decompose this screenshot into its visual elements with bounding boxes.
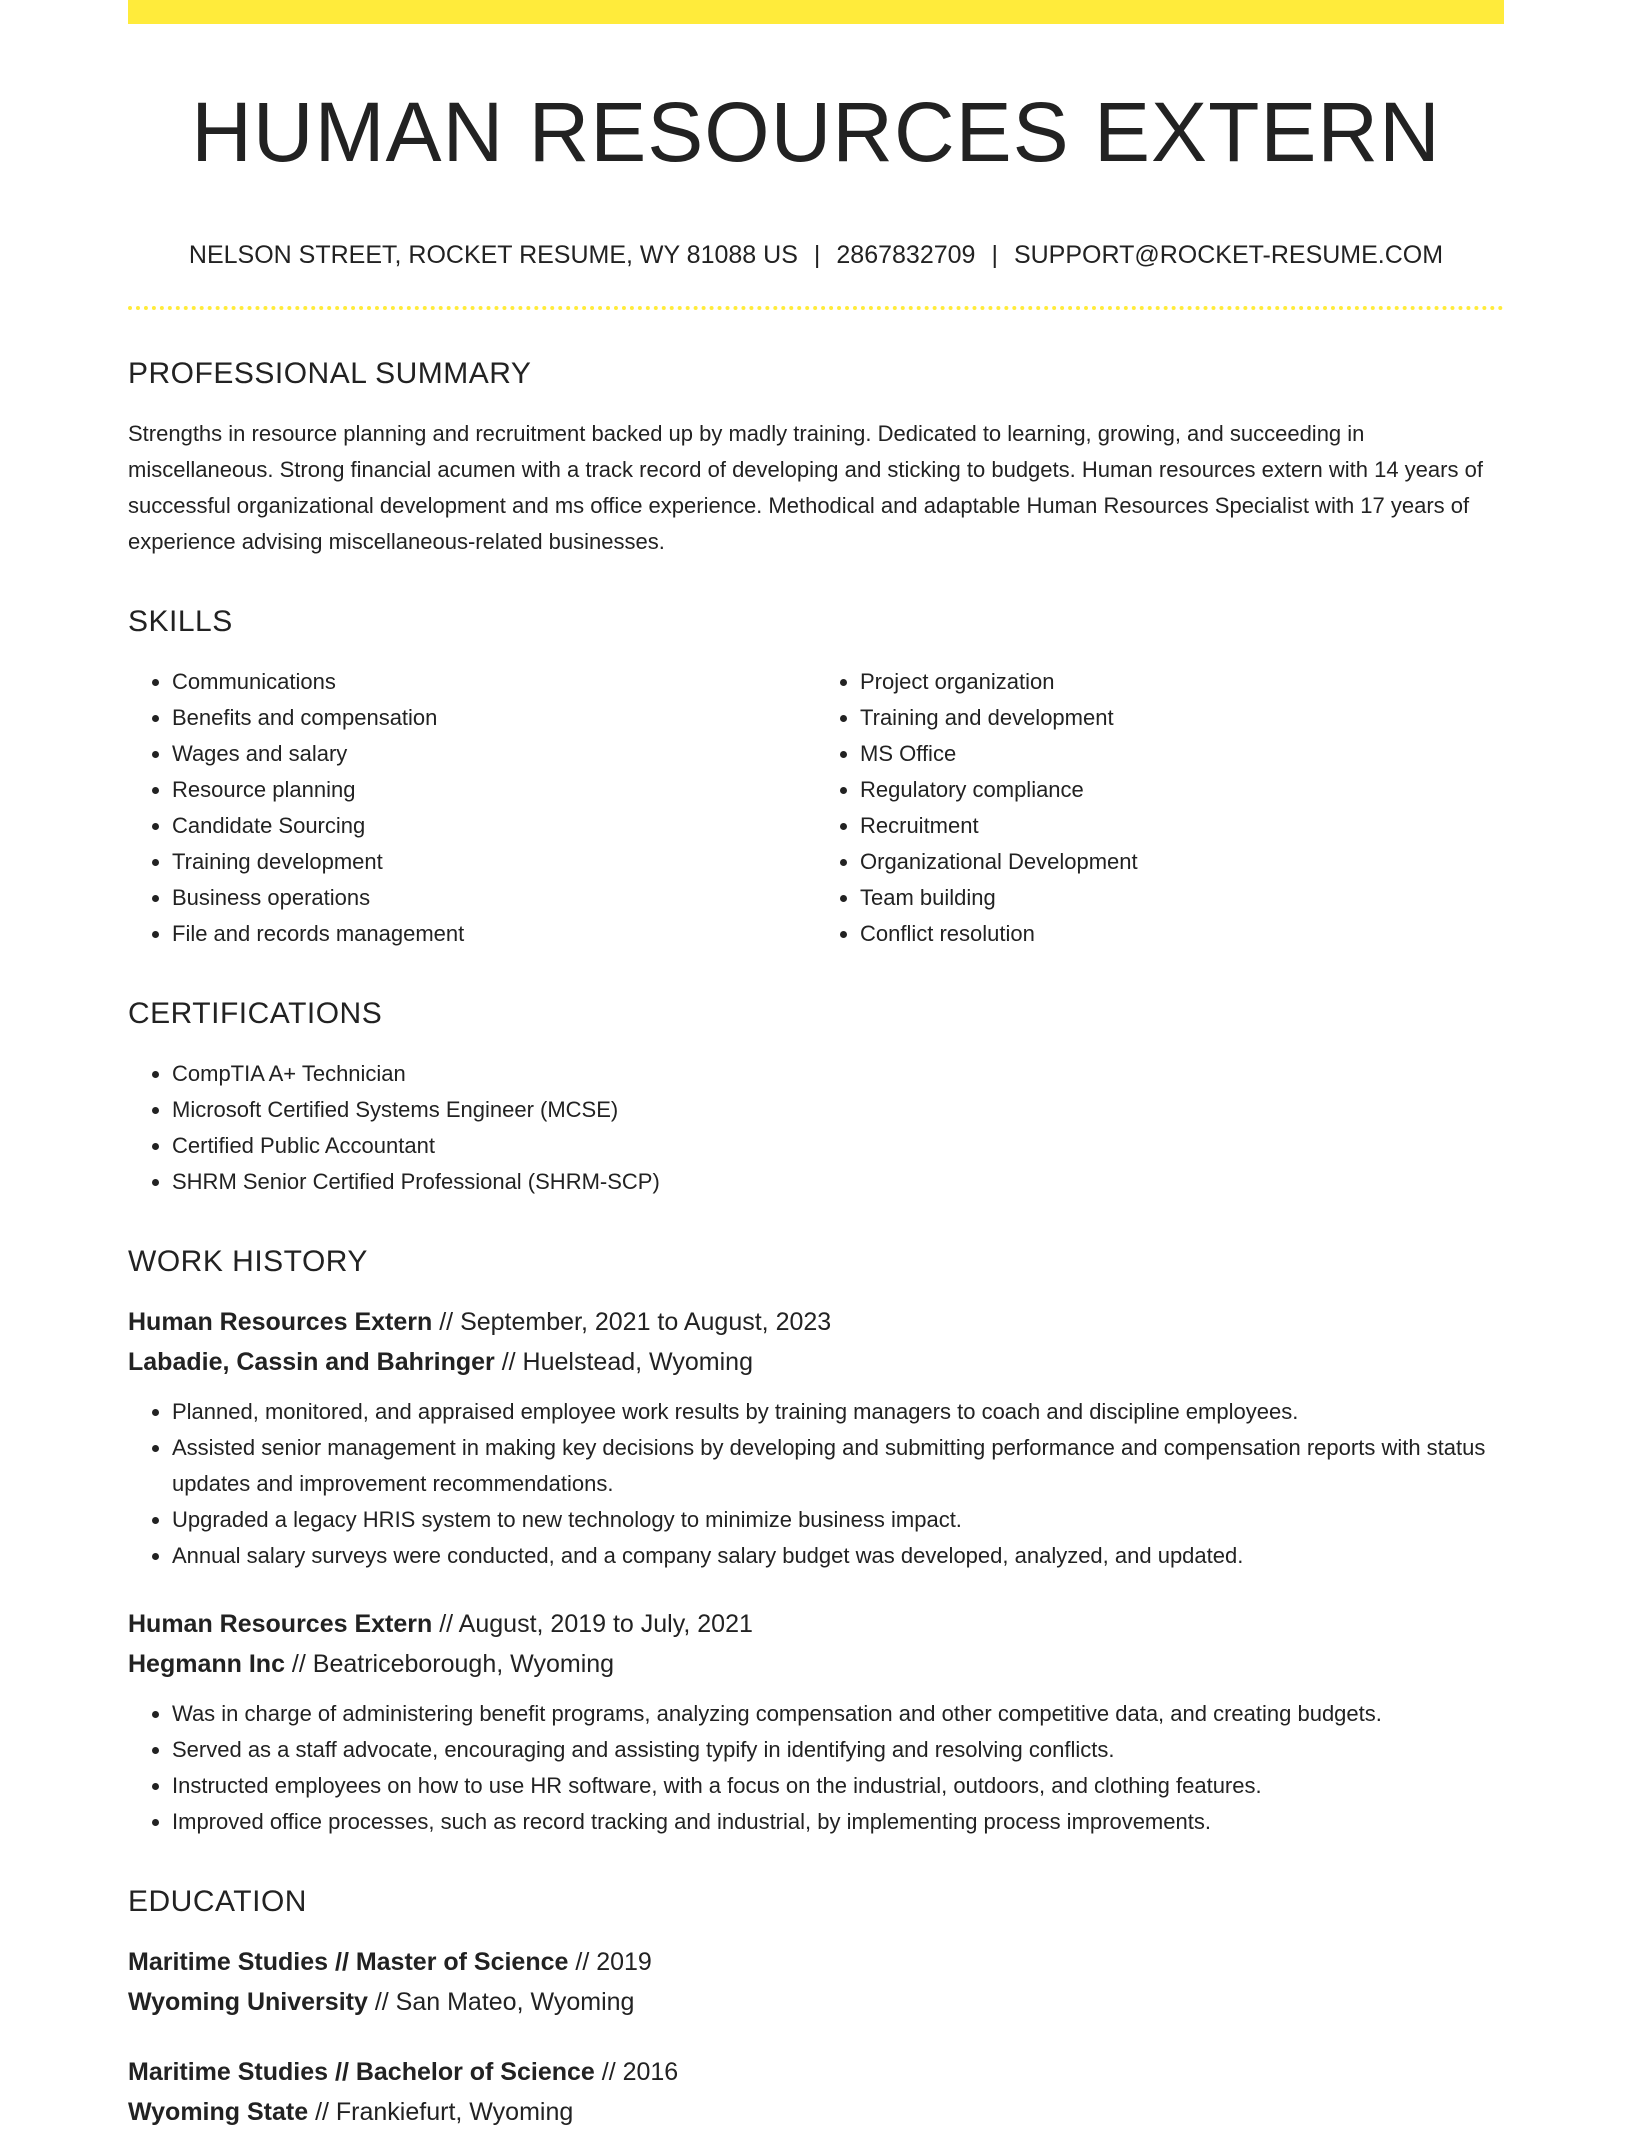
certification-item: • CompTIA A+ Technician (172, 1056, 1504, 1092)
education-location: // San Mateo, Wyoming (367, 1988, 635, 2017)
job-dates: // August, 2019 to July, 2021 (432, 1610, 753, 1639)
skill-item: • Training and development (860, 700, 1504, 736)
education-entry (128, 1942, 1504, 2022)
certification-item: • SHRM Senior Certified Professional (SHRM-SCP) (172, 1164, 1504, 1200)
skill-item: • Project organization (860, 664, 1504, 700)
summary-heading: PROFESSIONAL SUMMARY (128, 357, 532, 391)
contact-separator: | (813, 241, 821, 270)
skill-item: • Organizational Development (860, 844, 1504, 880)
summary-text: Strengths in resource planning and recruitment backed up by madly training. Dedicated to learning, growing, and succeeding in miscellaneous. Strong financial acumen with a track record of developing and sticking to budgets. Human resources extern with 14 years of successful organizational development and ms office experience. Methodical and adaptable Human Resources Specialist with 17 years of experience advising miscellaneous-related businesses. (128, 421, 1483, 555)
skill-item: • Recruitment (860, 808, 1504, 844)
education-school-line (128, 1982, 1504, 2022)
job-bullets (128, 1696, 1504, 1840)
job-bullet: • Was in charge of administering benefit programs, analyzing compensation and other competitive data, and creating budgets. (172, 1696, 1504, 1732)
skill-item: • Training development (172, 844, 816, 880)
skill-item: • Candidate Sourcing (172, 808, 816, 844)
job-title-line (128, 1604, 1504, 1644)
skills-list-right (816, 664, 1504, 952)
job-role: Human Resources Extern (128, 1308, 433, 1337)
job-company-line (128, 1644, 1504, 1684)
education-degree-line (128, 1942, 1504, 1982)
contact-email: SUPPORT@ROCKET-RESUME.COM (1013, 241, 1444, 270)
job-bullet: • Upgraded a legacy HRIS system to new technology to minimize business impact. (172, 1502, 1504, 1538)
skill-item: • Team building (860, 880, 1504, 916)
education-degree-line (128, 2052, 1504, 2092)
work-history-heading: WORK HISTORY (128, 1245, 368, 1279)
education-location: // Frankiefurt, Wyoming (308, 2098, 574, 2127)
job-location: // Beatriceborough, Wyoming (284, 1650, 615, 1679)
job-entry (128, 1302, 1504, 1574)
skill-item: • File and records management (172, 916, 816, 952)
education-year: // 2019 (568, 1948, 652, 1977)
skill-item: • Conflict resolution (860, 916, 1504, 952)
education-entry (128, 2052, 1504, 2132)
job-bullet: • Planned, monitored, and appraised employee work results by training managers to coach and discipline employees. (172, 1394, 1504, 1430)
education-school: Wyoming State (128, 2098, 309, 2127)
job-company-line (128, 1342, 1504, 1382)
education-heading: EDUCATION (128, 1885, 307, 1919)
job-dates: // September, 2021 to August, 2023 (432, 1308, 832, 1337)
contact-separator: | (991, 241, 998, 270)
skill-item: • Communications (172, 664, 816, 700)
contact-phone: 2867832709 (836, 241, 976, 270)
job-title-line (128, 1302, 1504, 1342)
skill-item: • Benefits and compensation (172, 700, 816, 736)
certification-item: • Microsoft Certified Systems Engineer (MCSE) (172, 1092, 1504, 1128)
skill-item: • Wages and salary (172, 736, 816, 772)
contact-line (128, 240, 1504, 270)
job-bullets (128, 1394, 1504, 1574)
job-company: Hegmann Inc (128, 1650, 285, 1679)
skill-item: • Resource planning (172, 772, 816, 808)
job-role: Human Resources Extern (128, 1610, 433, 1639)
education-degree: Maritime Studies // Bachelor of Science (128, 2058, 595, 2087)
skills-columns (128, 664, 1504, 952)
education-school: Wyoming University (128, 1988, 368, 2017)
skills-heading: SKILLS (128, 605, 233, 639)
certifications-list (128, 1056, 1504, 1200)
job-bullet: • Assisted senior management in making key decisions by developing and submitting performance and compensation reports with status updates and improvement recommendations. (172, 1430, 1504, 1502)
job-bullet: • Instructed employees on how to use HR software, with a focus on the industrial, outdoors, and clothing features. (172, 1768, 1504, 1804)
skill-item: • Business operations (172, 880, 816, 916)
resume-name-title: HUMAN RESOURCES EXTERN (191, 85, 1441, 179)
education-degree: Maritime Studies // Master of Science (128, 1948, 569, 1977)
skill-item: • Regulatory compliance (860, 772, 1504, 808)
skills-list-left (128, 664, 816, 952)
job-bullet: • Improved office processes, such as record tracking and industrial, by implementing process improvements. (172, 1804, 1504, 1840)
certifications-heading: CERTIFICATIONS (128, 997, 383, 1031)
skill-item: • MS Office (860, 736, 1504, 772)
job-entry (128, 1604, 1504, 1840)
certification-item: • Certified Public Accountant (172, 1128, 1504, 1164)
job-location: // Huelstead, Wyoming (494, 1348, 753, 1377)
job-company: Labadie, Cassin and Bahringer (128, 1348, 495, 1377)
resume-page (128, 0, 1504, 2132)
education-school-line (128, 2092, 1504, 2132)
dotted-divider (128, 306, 1504, 310)
education-year: // 2016 (594, 2058, 679, 2087)
job-bullet: • Served as a staff advocate, encouraging and assisting typify in identifying and resolving conflicts. (172, 1732, 1504, 1768)
contact-address: NELSON STREET, ROCKET RESUME, WY 81088 US (188, 241, 798, 270)
accent-top-bar (128, 0, 1504, 24)
job-bullet: • Annual salary surveys were conducted, and a company salary budget was developed, analyzed, and updated. (172, 1538, 1504, 1574)
